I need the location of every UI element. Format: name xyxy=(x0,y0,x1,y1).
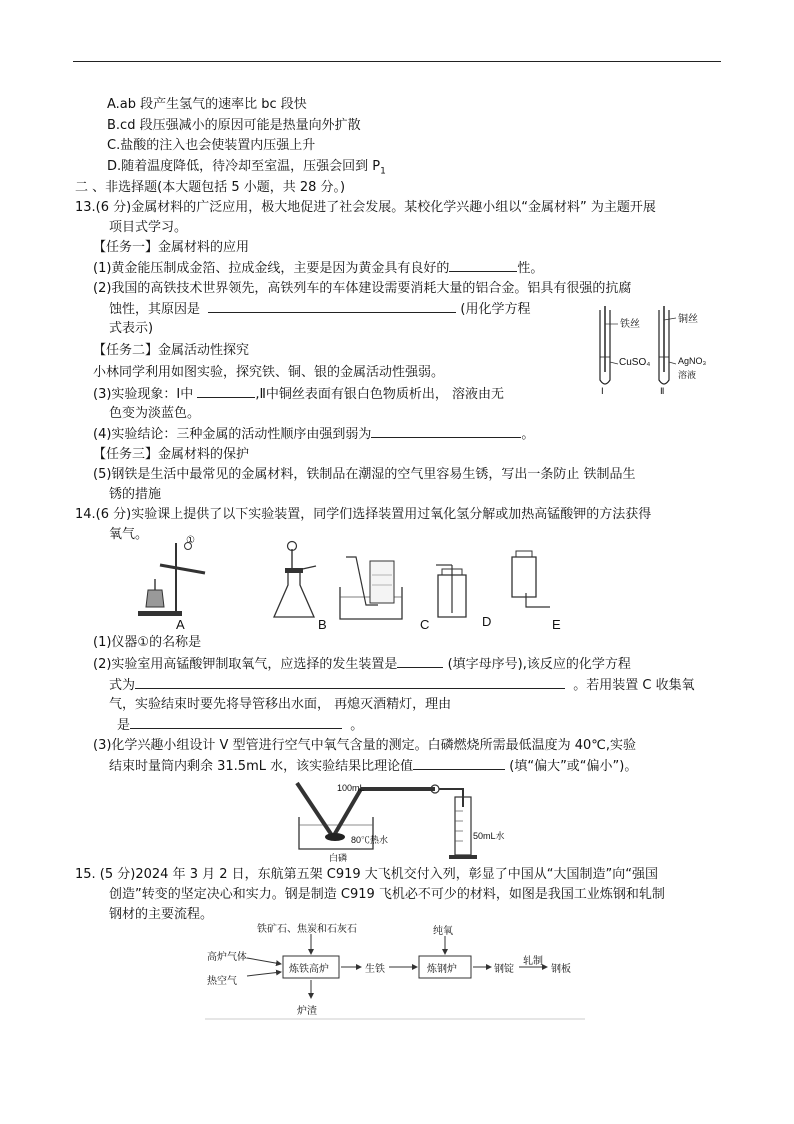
solution-label: 溶液 xyxy=(678,370,697,380)
q14-intro-line1: 14.(6 分)实验课上提供了以下实验装置，同学们选择装置用过氧化氢分解或加热高锰酸钾的方法获得 xyxy=(75,507,652,522)
q15-flow-diagram xyxy=(205,920,590,1022)
apparatus-e-label: E xyxy=(552,617,561,632)
q15-intro-line1: 15. (5 分)2024 年 3 月 2 日，东航第五架 C919 大飞机交付入列，彰显了中国从“大国制造”向“强国 xyxy=(75,867,659,882)
flow-rolling: 轧制 xyxy=(523,956,543,967)
flow-blast-furnace-gas: 高炉气体 xyxy=(207,952,247,963)
q13-intro-line2: 项目式学习。 xyxy=(109,220,188,235)
q14-part2-line1: (2)实验室用高锰酸钾制取氧气，应选择的发生装置是 (填字母序号),该反应的化学方程 xyxy=(93,657,631,672)
q13-task2-heading: 【任务二】金属活动性探究 xyxy=(93,343,250,358)
q13-part5-line2: 锈的措施 xyxy=(109,487,162,502)
q14-part2-line2: 式为 。若用装置 C 收集氧 xyxy=(109,678,695,693)
q13-test-tube-figure xyxy=(590,302,720,402)
flow-raw-materials: 铁矿石、焦炭和石灰石 xyxy=(257,924,357,935)
q14-part1: (1)仪器①的名称是 xyxy=(93,635,202,650)
option-c: C.盐酸的注入也会使装置内压强上升 xyxy=(107,138,316,153)
option-b: B.cd 段压强减小的原因可能是热量向外扩散 xyxy=(107,118,361,133)
flow-hot-air: 热空气 xyxy=(207,976,237,987)
section-2-title: 二 、非选择题(本大题包括 5 小题，共 28 分。) xyxy=(75,180,346,195)
q13-part2-line1: (2)我国的高铁技术世界领先，高铁列车的车体建设需要消耗大量的铝合金。铝具有很强的抗腐 xyxy=(93,281,632,296)
apparatus-a-label: A xyxy=(176,617,185,632)
q14-blank-reason[interactable] xyxy=(130,716,342,729)
q13-part4: (4)实验结论：三种金属的活动性顺序由强到弱为 。 xyxy=(93,427,535,442)
tube-1-label: Ⅰ xyxy=(601,386,604,396)
white-phosphorus-label: 白磷 xyxy=(329,853,348,863)
q13-task2-desc: 小林同学利用如图实验，探究铁、铜、银的金属活动性强弱。 xyxy=(93,365,445,380)
vol-100ml-label: 100mL xyxy=(337,783,365,793)
option-a: A.ab 段产生氢气的速率比 bc 段快 xyxy=(107,97,307,112)
instrument-1-label: ① xyxy=(186,535,195,546)
cuso4-label: CuSO₄ xyxy=(619,357,651,368)
apparatus-c-label: C xyxy=(420,617,430,632)
q13-part2-line2: 蚀性，其原因是 (用化学方程 xyxy=(109,302,531,317)
q15-intro-line2: 创造”转变的坚定决心和实力。钢是制造 C919 飞机必不可少的材料，如图是我国工业炼钢和轧制 xyxy=(109,887,665,902)
q14-v-tube-figure xyxy=(285,777,515,863)
flow-ironmaking-furnace: 炼铁高炉 xyxy=(289,964,329,975)
q14-part3-line1: (3)化学兴趣小组设计 V 型管进行空气中氧气含量的测定。白磷燃烧所需最低温度为 40℃,实验 xyxy=(93,738,636,753)
q14-blank-equation[interactable] xyxy=(135,676,565,689)
q14-part2-line4: 是 。 xyxy=(117,718,364,733)
q15-intro-line3: 钢材的主要流程。 xyxy=(109,907,214,922)
q14-blank-apparatus[interactable] xyxy=(397,655,443,668)
q13-blank4[interactable] xyxy=(371,425,521,438)
q13-task1-heading: 【任务一】金属材料的应用 xyxy=(93,240,250,255)
hot-water-label: 80℃热水 xyxy=(351,835,389,845)
q13-blank2[interactable] xyxy=(208,300,456,313)
apparatus-b-label: B xyxy=(318,617,327,632)
tube-2-label: Ⅱ xyxy=(660,386,665,396)
q13-task3-heading: 【任务三】金属材料的保护 xyxy=(93,447,250,462)
q14-intro-line2: 氧气。 xyxy=(109,527,149,542)
flow-steel-plate: 钢板 xyxy=(551,964,571,975)
vol-50ml-label: 50mL水 xyxy=(473,831,505,841)
flow-steelmaking-furnace: 炼钢炉 xyxy=(427,964,457,975)
q13-part3-line2: 色变为淡蓝色。 xyxy=(109,406,201,421)
q14-blank-result[interactable] xyxy=(413,757,505,770)
option-d: D.随着温度降低，待冷却至室温，压强会回到 $P_1$ xyxy=(107,159,386,177)
q14-part3-line2: 结束时量筒内剩余 31.5mL 水，该实验结果比理论值 (填“偏大”或“偏小”)。 xyxy=(109,759,638,774)
flow-pure-oxygen: 纯氧 xyxy=(433,926,453,937)
q14-part2-line3: 气，实验结束时要先将导管移出水面， 再熄灭酒精灯，理由 xyxy=(109,697,452,712)
apparatus-d-label: D xyxy=(482,614,492,629)
q13-part1: (1)黄金能压制成金箔、拉成金线，主要是因为黄金具有良好的 性。 xyxy=(93,261,544,276)
agno3-label: AgNO₃ xyxy=(678,356,707,366)
q13-part2-line3: 式表示) xyxy=(109,321,154,336)
q13-intro-line1: 13.(6 分)金属材料的广泛应用，极大地促进了社会发展。某校化学兴趣小组以“金属材料” 为主题开展 xyxy=(75,200,656,215)
q13-part5-line1: (5)钢铁是生活中最常见的金属材料，铁制品在潮湿的空气里容易生锈，写出一条防止 铁制品生 xyxy=(93,467,636,482)
flow-steel-ingot: 钢锭 xyxy=(494,964,514,975)
q13-blank3[interactable] xyxy=(197,385,255,398)
q14-apparatus-figure xyxy=(130,535,600,635)
iron-wire-label: 铁丝 xyxy=(620,319,640,330)
flow-slag: 炉渣 xyxy=(297,1006,317,1017)
flow-pig-iron: 生铁 xyxy=(365,964,385,975)
header-rule xyxy=(73,61,721,62)
copper-wire-label: 铜丝 xyxy=(678,314,698,325)
q13-part3-line1: (3)实验现象：Ⅰ中 ,Ⅱ中铜丝表面有银白色物质析出， 溶液由无 xyxy=(93,387,505,402)
q13-blank1[interactable] xyxy=(449,259,517,272)
